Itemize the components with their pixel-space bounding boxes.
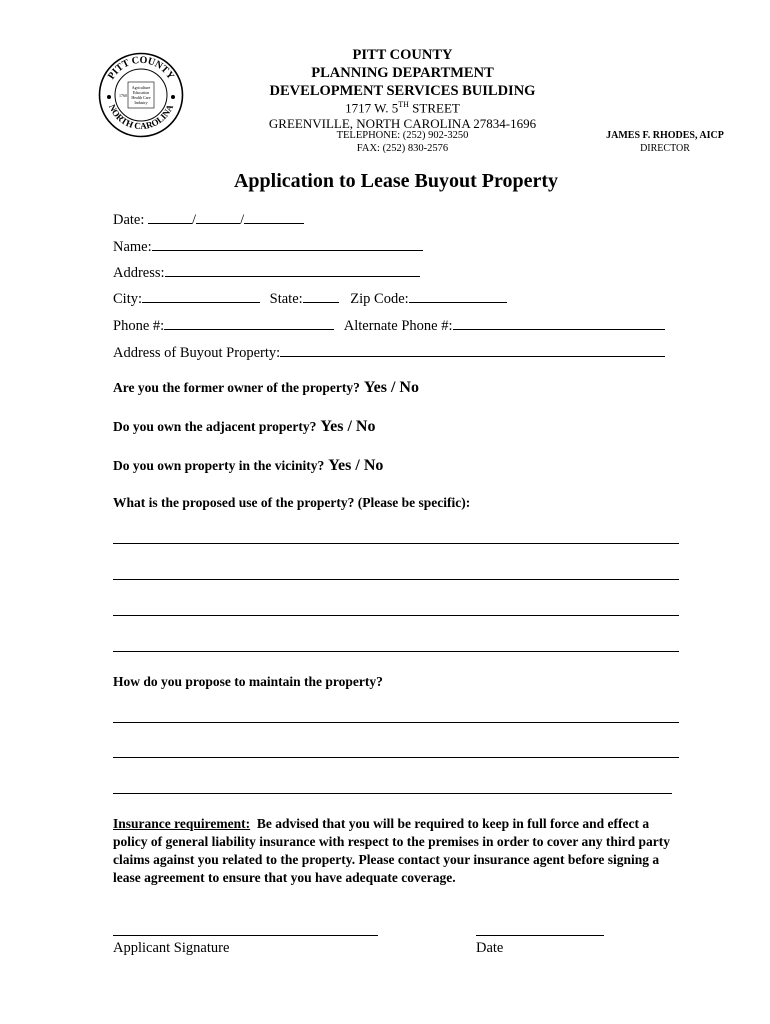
yes-no-adjacent[interactable]: Yes / No bbox=[320, 418, 376, 435]
name-field[interactable] bbox=[113, 236, 423, 256]
date-year-line[interactable] bbox=[244, 209, 304, 224]
date-month-line[interactable] bbox=[148, 209, 192, 224]
yes-no-vicinity[interactable]: Yes / No bbox=[328, 457, 384, 474]
zip-label: Zip Code: bbox=[350, 291, 409, 307]
question-former-owner: Are you the former owner of the property? Yes / No bbox=[113, 379, 419, 396]
city-state-zip-row bbox=[113, 288, 507, 308]
zip-line[interactable] bbox=[409, 288, 507, 303]
buyout-address-line[interactable] bbox=[280, 342, 665, 357]
question-vicinity: Do you own property in the vicinity? Yes / No bbox=[113, 457, 384, 474]
insurance-paragraph bbox=[113, 815, 683, 887]
seal-center-2: Education bbox=[132, 90, 150, 95]
header-telephone: TELEPHONE: (252) 902-3250 bbox=[336, 130, 469, 141]
director-title: DIRECTOR bbox=[640, 143, 690, 154]
name-label: Name: bbox=[113, 239, 152, 255]
buyout-address-field[interactable] bbox=[113, 342, 665, 362]
date-day-line[interactable] bbox=[196, 209, 240, 224]
applicant-signature-line[interactable] bbox=[113, 935, 378, 936]
date-label: Date: bbox=[113, 212, 145, 228]
svg-text:PITT COUNTY bbox=[106, 55, 176, 82]
alt-phone-line[interactable] bbox=[453, 315, 665, 330]
header-street: 1717 W. 5TH STREET bbox=[345, 100, 460, 116]
page-title: Application to Lease Buyout Property bbox=[233, 170, 559, 192]
state-line[interactable] bbox=[303, 288, 339, 303]
svg-text:NORTH CAROLINA bbox=[107, 102, 175, 131]
seal-text-top: PITT COUNTY bbox=[105, 54, 177, 82]
proposed-use-line-1[interactable] bbox=[113, 543, 679, 544]
phone-label: Phone #: bbox=[113, 318, 165, 334]
signature-date-line[interactable] bbox=[476, 935, 604, 936]
name-line[interactable] bbox=[152, 236, 423, 251]
header-department: PLANNING DEPARTMENT bbox=[311, 65, 494, 81]
phone-line[interactable] bbox=[164, 315, 334, 330]
seal-center-3: Health Care bbox=[131, 95, 151, 100]
state-label: State: bbox=[269, 291, 303, 307]
proposed-use-line-3[interactable] bbox=[113, 615, 679, 616]
header-city: GREENVILLE, NORTH CAROLINA 27834-1696 bbox=[268, 116, 537, 131]
applicant-signature-label: Applicant Signature bbox=[113, 940, 230, 956]
phone-row bbox=[113, 315, 665, 335]
seal-center-1: Agriculture bbox=[131, 85, 151, 90]
header-fax: FAX: (252) 830-2576 bbox=[356, 143, 449, 154]
county-seal bbox=[98, 52, 184, 138]
city-line[interactable] bbox=[142, 288, 260, 303]
header-county: PITT COUNTY bbox=[352, 47, 453, 63]
proposed-use-line-4[interactable] bbox=[113, 651, 679, 652]
yes-no-former-owner[interactable]: Yes / No bbox=[363, 379, 419, 396]
seal-year: 1760 bbox=[119, 93, 127, 98]
maintain-line-2[interactable] bbox=[113, 757, 679, 758]
address-line[interactable] bbox=[165, 262, 420, 277]
signature-date-label: Date bbox=[476, 940, 504, 956]
buyout-address-label: Address of Buyout Property: bbox=[113, 345, 281, 361]
date-field[interactable]: Date: / / bbox=[113, 209, 304, 229]
seal-text-bottom: NORTH CAROLINA bbox=[106, 102, 176, 132]
alt-phone-label: Alternate Phone #: bbox=[343, 318, 453, 334]
header-building: DEVELOPMENT SERVICES BUILDING bbox=[269, 83, 536, 99]
maintain-line-3[interactable] bbox=[113, 793, 672, 794]
maintain-line-1[interactable] bbox=[113, 722, 679, 723]
address-field[interactable] bbox=[113, 262, 420, 282]
director-name: JAMES F. RHODES, AICP bbox=[606, 130, 724, 141]
seal-center-4: Industry bbox=[134, 100, 148, 105]
insurance-text: Be advised that you will be required to keep in full force and effect a policy of general liability insurance with respect to the premises in order to cover any third party claims against you related to the property. Please contact your insurance agent before signing a lease agreement to ensure that you have adequate coverage. bbox=[113, 816, 670, 885]
city-label: City: bbox=[113, 291, 143, 307]
question-proposed-use: What is the proposed use of the property? (Please be specific): bbox=[113, 495, 471, 510]
question-maintain: How do you propose to maintain the property? bbox=[113, 674, 383, 689]
question-adjacent: Do you own the adjacent property? Yes / No bbox=[113, 418, 376, 435]
insurance-label: Insurance requirement: bbox=[113, 816, 251, 831]
address-label: Address: bbox=[113, 265, 165, 281]
proposed-use-line-2[interactable] bbox=[113, 579, 679, 580]
